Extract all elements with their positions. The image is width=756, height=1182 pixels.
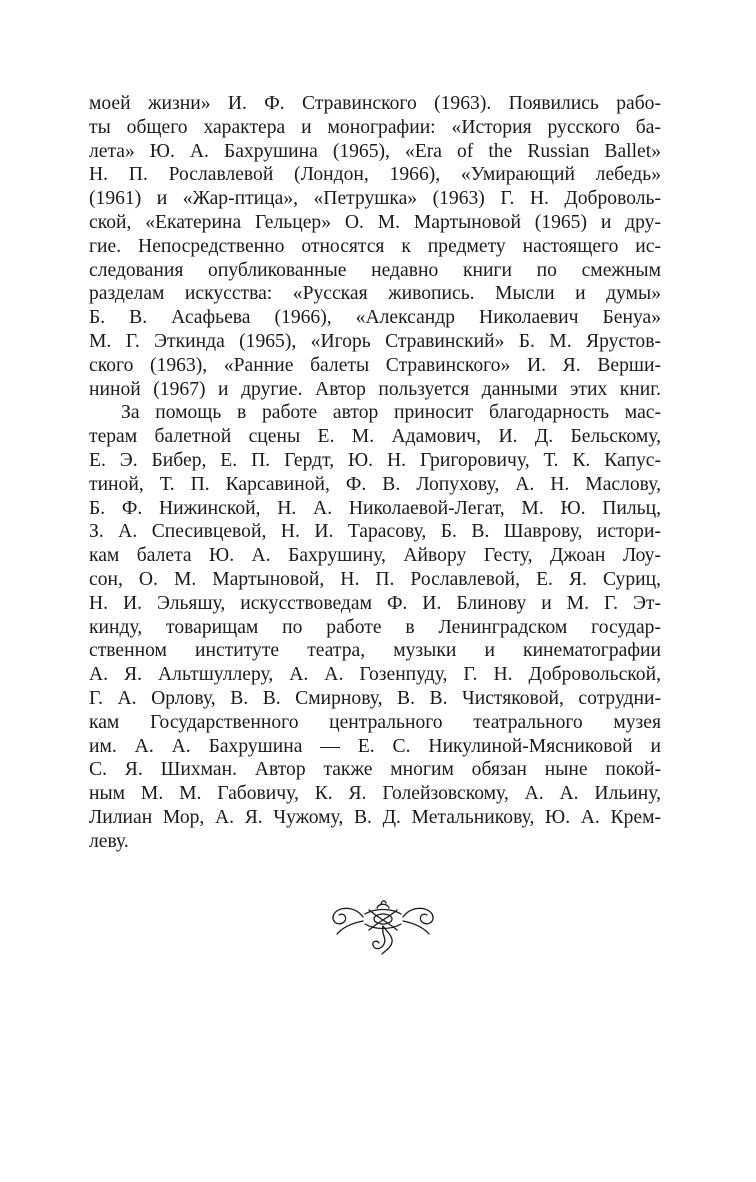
text-line: З. А. Спесивцевой, Н. И. Тарасову, Б. В. Шаврову, истори-: [89, 521, 661, 543]
text-line: ты общего характера и монографии: «История русского ба-: [89, 116, 661, 138]
text-line: ниной (1967) и другие. Автор пользуется данными этих книг.: [89, 378, 661, 400]
text-line: Е. Э. Бибер, Е. П. Гердт, Ю. Н. Григоровичу, Т. К. Капус-: [89, 449, 661, 471]
text-line: Н. П. Рославлевой (Лондон, 1966), «Умирающий лебедь»: [89, 164, 661, 186]
text-line: тиной, Т. П. Карсавиной, Ф. В. Лопухову, А. Н. Маслову,: [89, 473, 661, 495]
text-line: ным М. М. Габовичу, К. Я. Голейзовскому, А. А. Ильину,: [89, 783, 661, 805]
paragraph-2: [89, 401, 661, 853]
text-line: А. Я. Альтшуллеру, А. А. Гозенпуду, Г. Н. Добровольской,: [89, 664, 661, 686]
text-line: ского (1963), «Ранние балеты Стравинского» И. Я. Верши-: [89, 354, 661, 376]
text-line: гие. Непосредственно относятся к предмету настоящего ис-: [89, 235, 661, 257]
paragraph-1: [89, 92, 661, 401]
text-line: Лилиан Мор, А. Я. Чужому, В. Д. Метальникову, Ю. А. Крем-: [89, 806, 661, 828]
text-line: Н. И. Эльяшу, искусствоведам Ф. И. Блинову и М. Г. Эт-: [89, 592, 661, 614]
text-line: сон, О. М. Мартыновой, Н. П. Рославлевой, Е. Я. Суриц,: [89, 568, 661, 590]
text-line: леву.: [89, 830, 129, 852]
text-line: кинду, товарищам по работе в Ленинградском государ-: [89, 616, 661, 638]
text-line: (1961) и «Жар-птица», «Петрушка» (1963) Г. Н. Доброволь-: [89, 188, 661, 210]
text-line: Б. В. Асафьева (1966), «Александр Николаевич Бенуа»: [89, 307, 661, 329]
page-text: [89, 92, 661, 854]
text-line: кам Государственного центрального театрального музея: [89, 711, 661, 733]
text-line: ской, «Екатерина Гельцер» О. М. Мартыновой (1965) и дру-: [89, 211, 661, 233]
flourish-strokes: [333, 901, 433, 954]
text-line: моей жизни» И. Ф. Стравинского (1963). Появились рабо-: [89, 93, 661, 114]
text-line: кам балета Ю. А. Бахрушину, Айвору Гесту, Джоан Лоу-: [89, 545, 661, 567]
text-line: лета» Ю. А. Бахрушина (1965), «Era of the Russian Ballet»: [89, 140, 661, 162]
text-line: терам балетной сцены Е. М. Адамович, И. Д. Бельскому,: [89, 426, 661, 448]
text-line: Б. Ф. Нижинской, Н. А. Николаевой-Легат, М. Ю. Пильц,: [89, 497, 661, 519]
text-line: М. Г. Эткинда (1965), «Игорь Стравинский» Б. М. Ярустов-: [89, 330, 661, 352]
text-line: следования опубликованные недавно книги по смежным: [89, 259, 661, 281]
text-line: За помощь в работе автор приносит благодарность мас-: [121, 402, 661, 424]
text-line: ственном институте театра, музыки и кинематографии: [89, 640, 661, 662]
decorative-flourish-icon: [329, 896, 437, 958]
text-line: Г. А. Орлову, В. В. Смирнову, В. В. Чистяковой, сотрудни-: [89, 687, 661, 709]
text-line: разделам искусства: «Русская живопись. Мысли и думы»: [89, 283, 661, 305]
text-line: С. Я. Шихман. Автор также многим обязан ныне покой-: [89, 759, 661, 781]
text-line: им. А. А. Бахрушина — Е. С. Никулиной-Мясниковой и: [89, 735, 661, 757]
